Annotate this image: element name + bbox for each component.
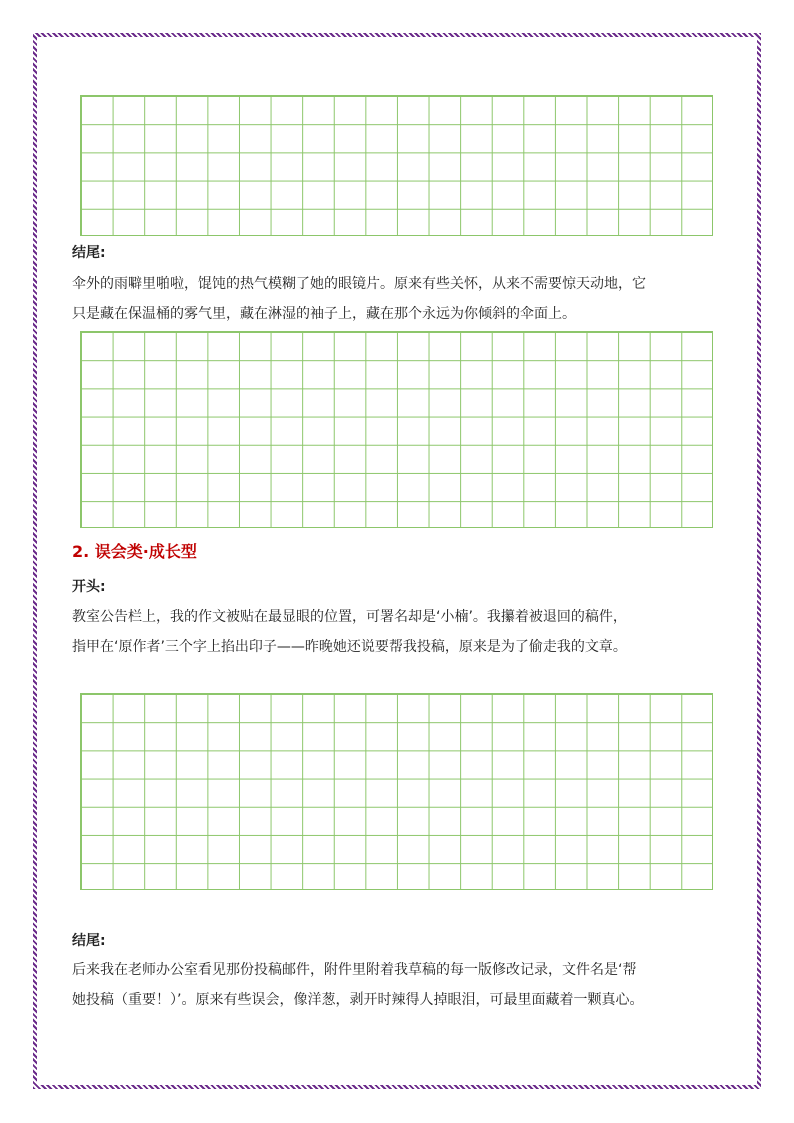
ending-line-3: 后来我在老师办公室看见那份投稿邮件，附件里附着我草稿的每一版修改记录，文件名是‘帮	[72, 962, 637, 978]
ending-label-2: 结尾:	[72, 933, 106, 949]
opening-line-2: 指甲在‘原作者’三个字上掐出印子——昨晚她还说要帮我投稿，原来是为了偷走我的文章。	[72, 639, 627, 655]
ending-line-1: 伞外的雨噼里啪啦，馄饨的热气模糊了她的眼镜片。原来有些关怀，从来不需要惊天动地，它	[72, 276, 646, 292]
writing-grid-3	[80, 693, 713, 890]
ending-line-2: 只是藏在保温桶的雾气里，藏在淋湿的袖子上，藏在那个永远为你倾斜的伞面上。	[72, 306, 576, 322]
ending-label-1: 结尾:	[72, 245, 106, 261]
opening-label: 开头:	[72, 579, 106, 595]
ending-line-4: 她投稿（重要！）’。原来有些误会，像洋葱，剥开时辣得人掉眼泪，可最里面藏着一颗真心。	[72, 992, 644, 1008]
writing-grid-2	[80, 331, 713, 528]
writing-grid-1	[80, 95, 713, 236]
opening-line-1: 教室公告栏上，我的作文被贴在最显眼的位置，可署名却是‘小楠’。我攥着被退回的稿件，	[72, 609, 627, 625]
section-heading: 2. 误会类·成长型	[72, 542, 197, 561]
